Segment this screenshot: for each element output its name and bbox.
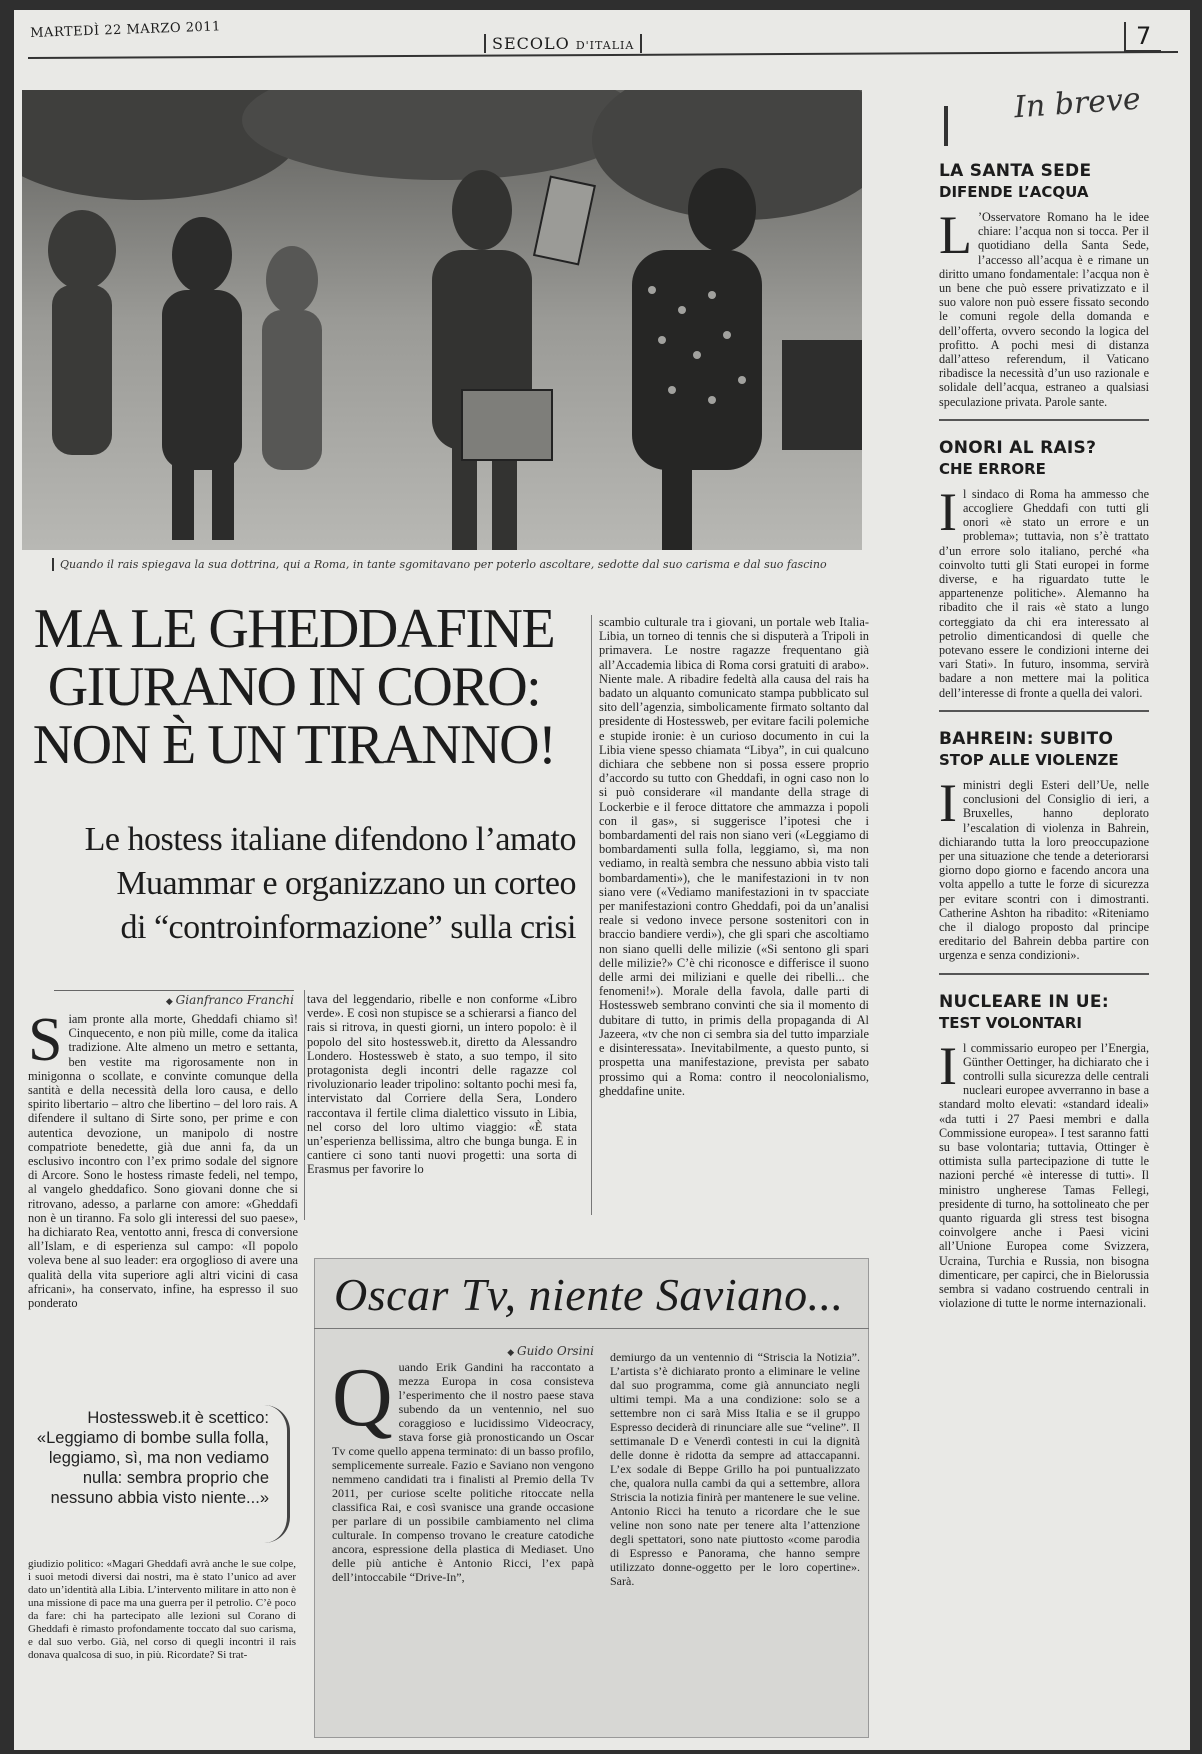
- sidebar-item: [939, 437, 1149, 712]
- sidebar-item-text: ’Osservatore Romano ha le idee chiare: l’acqua non si tocca. Per il quotidiano della Santa Sede, l’accesso all’acqua è e rimane un diritto umano fondamentale: l’acqua non è un bene che può essere privatizzato e il suo valore non può essere fissato secondo le comuni regole della domanda e dell’offerta, ovvero secondo la logica del profitto. A pochi mesi di distanza dall’atteso referendum, il Vaticano ribadisce la necessità d’un uso razionale e solidale dell’acqua, estraneo a qualsiasi speculazione privata. Parole sante.: [939, 210, 1149, 409]
- photo-caption: Quando il rais spiegava la sua dottrina, qui a Roma, in tante sgomitavano per poterlo ascoltare, sedotte dal suo carisma e dal suo fascino: [52, 558, 862, 571]
- headline-line: MA LE GHEDDAFINE: [33, 598, 555, 660]
- sidebar-item-subtitle: CHE ERRORE: [939, 459, 1046, 478]
- dropcap: I: [939, 481, 957, 542]
- sidebar-separator: [939, 419, 1149, 421]
- dropcap: I: [939, 1035, 957, 1096]
- article-column-2: tava del leggendario, ribelle e non conforme «Libro verde». E così non stupisce se a schierarsi a fianco del rais si ritrova, in questi giorni, un intero popolo: è il popolo del sito hostessweb.it, diretto da Alessandro Londero. Hostessweb è stato, a suo tempo, il sito protagonista degli incontri delle ragazze col rivoluzionario leader tripolino: soltanto pochi mesi fa, intervistato dal Corriere della Sera, Londero raccontava il fertile clima dialettico vissuto in Libia, nel corso del loro ultimo viaggio: «È stata un’esperienza bellissima, altro che bunga bunga. E in cantiere ci sono tanti nuovi progetti: una sorta di Erasmus per favorire lo: [307, 992, 577, 1177]
- sidebar-item-text: l sindaco di Roma ha ammesso che accogliere Gheddafi con tutti gli onori «è stato un errore e un problema»; tuttavia, non s’è trattato d’un errore solo italiano, perché «ha coinvolto tutti gli Stati europei in forme diverse, e ha riguardato tutte le appartenenze politiche». Alemanno ha ribadito che il rais «è stato a lungo corteggiato da chi era interessato al petrolio dimenticandosi di quelle che potevano essere le condizioni interne dei vari Stati». In futuro, insomma, servirà badare a non mettere mai la politica dell’interesse di fronte a quella dei valori.: [939, 486, 1149, 700]
- sidebar-item-text: ministri degli Esteri dell’Ue, nelle conclusioni del Consiglio di ieri, a Bruxelles, hanno deplorato l’escalation di violenza in Bahrein, dichiarando tutta la loro preoccupazione per una situazione che tende a deteriorarsi giorno dopo giorno e facendo ancora una volta appello a tutte le forze di sicurezza per evitare scontri con i dimostranti. Catherine Ashton ha ribadito: «Riteniamo che il dialogo proposto dal principe ereditario del Bahrein debba partire con urgenza e senza condizioni».: [939, 777, 1149, 963]
- sidebar-item-body: [939, 1035, 1149, 1311]
- sidebar-item-title: ONORI AL RAIS?: [939, 437, 1097, 458]
- sidebar-item-title: LA SANTA SEDE: [939, 161, 1092, 181]
- page-number: 7: [1124, 22, 1161, 52]
- sidebar-item-subtitle: STOP ALLE VIOLENZE: [939, 750, 1119, 769]
- article-column-3: scambio culturale tra i giovani, un portale web Italia-Libia, un torneo di tennis che si disputerà a Tripoli in primavera. Le nostre ragazze frequentano già all’Accademia libica di Roma corsi gratuiti di arabo». Niente male. A ribadire fedeltà alla causa del rais ha badato un alquanto comunicato stampa pubblicato sul sito dell’agenzia, simbolicamente firmato soltanto dal presidente di Hostessweb, per evitare facili polemiche e stupide ironie: è un curioso documento in cui la Libia viene spesso chiamata “Libya”, in cui qualcuno dichiara che sebbene non si possa essere proprio d’accordo su tutto con Gheddafi, in ogni caso non lo si può considerare «il mandante della strage di Lockerbie e il feroce dittatore che ammazza i popoli con il gas», si suggerisce l’ipotesi che i bombardamenti del rais non siano veri («Leggiamo di bombardamenti sulla folla, leggiamo, sì, ma non vediamo, in realtà sembra che nessuno abbia visto tali bombardamenti»), che le manifestazioni in tv non siano vere («Vediamo manifestazioni in tv spacciate per manifestazioni contro Gheddafi, poi da un’analisi reale si vedono invece persone sostenitori con in braccio bandiere verdi»), che gli spari che ascoltiamo non siano quelli delle milizie («Si sentono gli spari delle milizie?» C’è chi riconosce e differisce il suono delle armi dei miliziani e quelle dei ribelli... che fenomeni!»). Morale della favola, dalle parti di Hostessweb sembrano convinti che sia il momento di dubitare di tutto, in primis della propaganda di Al Jazeera, «tv che non ci sembra sia del tutto imparziale e disinteressata». Inevitabilmente, a questo punto, si prospetta una manifestazione, prevista per sabato prossimo qui a Roma: contro il neocolonialismo, gheddafine unite.: [599, 615, 869, 1098]
- oscar-byline: ◆ Guido Orsini: [344, 1344, 594, 1358]
- oscar-title: Oscar Tv, niente Saviano...: [334, 1269, 844, 1320]
- photo-image: [22, 90, 862, 550]
- headline-line: GIURANO IN CORO:: [47, 656, 541, 718]
- headline-line: NON È UN TIRANNO!: [32, 714, 556, 776]
- sidebar-item-body: [939, 205, 1149, 409]
- article-byline: ◆ Gianfranco Franchi: [54, 990, 294, 1007]
- sidebar-item-text: l commissario europeo per l’Energia, Günther Oettinger, ha dichiarato che i controlli sulla sicurezza delle centrali nucleari europee avverranno in base a standard molto elevati: «standard ideali» «da tutti i 27 Paesi membri e dalla Commissione europea». I test saranno fatti su base volontaria; tuttavia, Ottinger è ottimista sulla partecipazione di tutte le nazioni perché «è interesse di tutti». Il ministro ungherese Tamas Fellegi, presidente di turno, ha sottolineato che per quanto riguarda gli stress test bisogna coinvolgere anche i Paesi vicini all’Unione Europea come Svizzera, Ucraina, Turchia e Russia, non bisogna dimenticare, per capirci, che in Bielorussia sembra si vadano costruendo centrali in violazione di tutte le norme internazionali.: [939, 1040, 1149, 1311]
- sidebar-separator: [939, 973, 1149, 975]
- subhead-line: Muammar e organizzano un corteo: [116, 865, 576, 902]
- article-photo: [22, 90, 862, 550]
- column-text: uando Erik Gandini ha raccontato a mezza Europa in cosa consisteva l’esperimento che il nostro paese stava subendo da un ventennio, nel suo coraggioso e lucidissimo Videocracy, stava forse già pronosticando un Oscar Tv come quello appena terminato: di un basso profilo, semplicemente surreale. Fazio e Saviano non vengono nemmeno candidati tra i finalisti al Premio della Tv 2011, per curiose scelte politiche ritoccate nella classifica Rai, e così svanisce una grande occasione per parlare di un possibile cambiamento nel clima culturale. In compenso trovano le creature catodiche ancora, espressione della plastica di Mediaset. Uno delle più antiche è Antonio Ricci, l’ex papà dell’intoccabile “Drive-In”,: [332, 1360, 594, 1584]
- paper-name-suffix: D'ITALIA: [575, 39, 635, 52]
- paper-name-main: SECOLO: [492, 34, 570, 53]
- paper-name: [484, 34, 642, 53]
- sidebar-item: [939, 728, 1149, 975]
- oscar-column-2: demiurgo da un ventennio di “Striscia la Notizia”. L’artista s’è dichiarato pronto a eliminare le veline dal suo programma, come già annunciato negli ultimi tempi. Ma a una condizione: solo se a settembre non ci sarà Miss Italia e se il gruppo Espresso deciderà di rinunciare alle sue “veline”. Il settimanale D e Venerdì contesti in cui la dignità delle donne è ridotta da sempre ad attaccapanni. L’ex sodale di Beppe Grillo ha poi puntualizzato che, qualora nulla cambi da qui a settembre, allora Striscia la notizia finirà per mantenere le sue veline. Antonio Ricci ha tenuto a ricordare che le sue veline non sono nate per tenere alta l’attenzione degli spettatori, sono nate piuttosto «come parodia di Espresso e Panorama, che hanno sempre utilizzato donne-oggetto per le loro copertine». Sarà.: [610, 1350, 860, 1588]
- pull-quote: Hostessweb.it è scettico: «Leggiamo di bombe sulla folla, leggiamo, sì, ma non vediamo nulla: sembra proprio che nessuno abbia visto niente...»: [36, 1409, 269, 1507]
- oscar-title-rule: [314, 1328, 869, 1329]
- subhead-line: Le hostess italiane difendono l’amato: [84, 821, 576, 858]
- article-subheadline: [26, 818, 576, 950]
- sidebar-item-body: [939, 772, 1149, 963]
- dropcap: I: [939, 772, 957, 833]
- sidebar-in-breve: [939, 94, 1149, 1744]
- sidebar-item: [939, 991, 1149, 1311]
- dropcap: L: [939, 205, 972, 265]
- article-column-1: [28, 1012, 298, 1382]
- sidebar-item-title: NUCLEARE IN UE:: [939, 991, 1109, 1012]
- sidebar-item-subtitle: DIFENDE L’ACQUA: [939, 183, 1089, 201]
- sidebar-item-body: [939, 481, 1149, 700]
- column-divider: [591, 615, 592, 1215]
- article-headline: [14, 600, 574, 774]
- oscar-column-1: [332, 1360, 594, 1728]
- dropcap: S: [28, 1012, 63, 1074]
- sidebar-separator: [939, 710, 1149, 712]
- subhead-line: di “controinformazione” sulla crisi: [120, 909, 576, 946]
- sidebar-item: [939, 160, 1149, 421]
- sidebar-item-subtitle: TEST VOLONTARI: [939, 1013, 1082, 1032]
- column-text: iam pronte alla morte, Gheddafi chiamo sì! Cinquecento, e non più mille, come da italica tradizione. Alte almeno un metro e settanta, ben vestite ma rigorosamente non in minigonna o scollate, e convinte comunque della santità e della necessità della loro causa, e dello spirito libertario – altro che libertino – del loro rais. A difendere il sultano di Sirte sono, per prime e con autentica devozione, un manipolo di nostre compatriote benedette, già due anni fa, da un esclusivo incontro con l’ex primo sodale del signore di Arcore. Sono le hostess rimaste fedeli, nel tempo, al vangelo gheddafico. Sono giovani donne che si ritrovano, adesso, a parlarne con amore: «Gheddafi non è un tiranno. Fa solo gli interessi del suo paese», ha dichiarato Rea, ventotto anni, fresca di conversione all’Islam, e di esperienza sul campo: «Il popolo voleva bene al suo leader: era orgoglioso di avere una qualità della vita superiore agli altri vicini di casa africani», ha conservato, infine, ha espresso il suo ponderato: [28, 1012, 298, 1311]
- sidebar-item-title: BAHREIN: SUBITO: [939, 728, 1114, 749]
- column-divider: [304, 990, 305, 1220]
- dropcap: Q: [332, 1360, 393, 1444]
- pull-quote-brace: [264, 1405, 290, 1543]
- article-column-1-continued: giudizio politico: «Magari Gheddafi avrà anche le sue colpe, i suoi metodi diversi dai nostri, ma è stato l’unico ad aver dato un’identità alla Libia. L’intervento militare in atto non è una missione di pace ma una guerra per il petrolio. C’è poco da fare: chi ha partecipato alle lezioni sul Corano di Gheddafi è rimasto profondamente toccato dal suo carisma, e dal suo verbo. Già, nel corso di quegli incontri il rais donava qualcosa di suo, in più. Ricordate? Si trat-: [28, 1558, 296, 1661]
- in-breve-label: In breve: [1012, 81, 1142, 126]
- issue-date: MARTEDÌ 22 MARZO 2011: [30, 19, 222, 41]
- newspaper-page: [14, 10, 1190, 1750]
